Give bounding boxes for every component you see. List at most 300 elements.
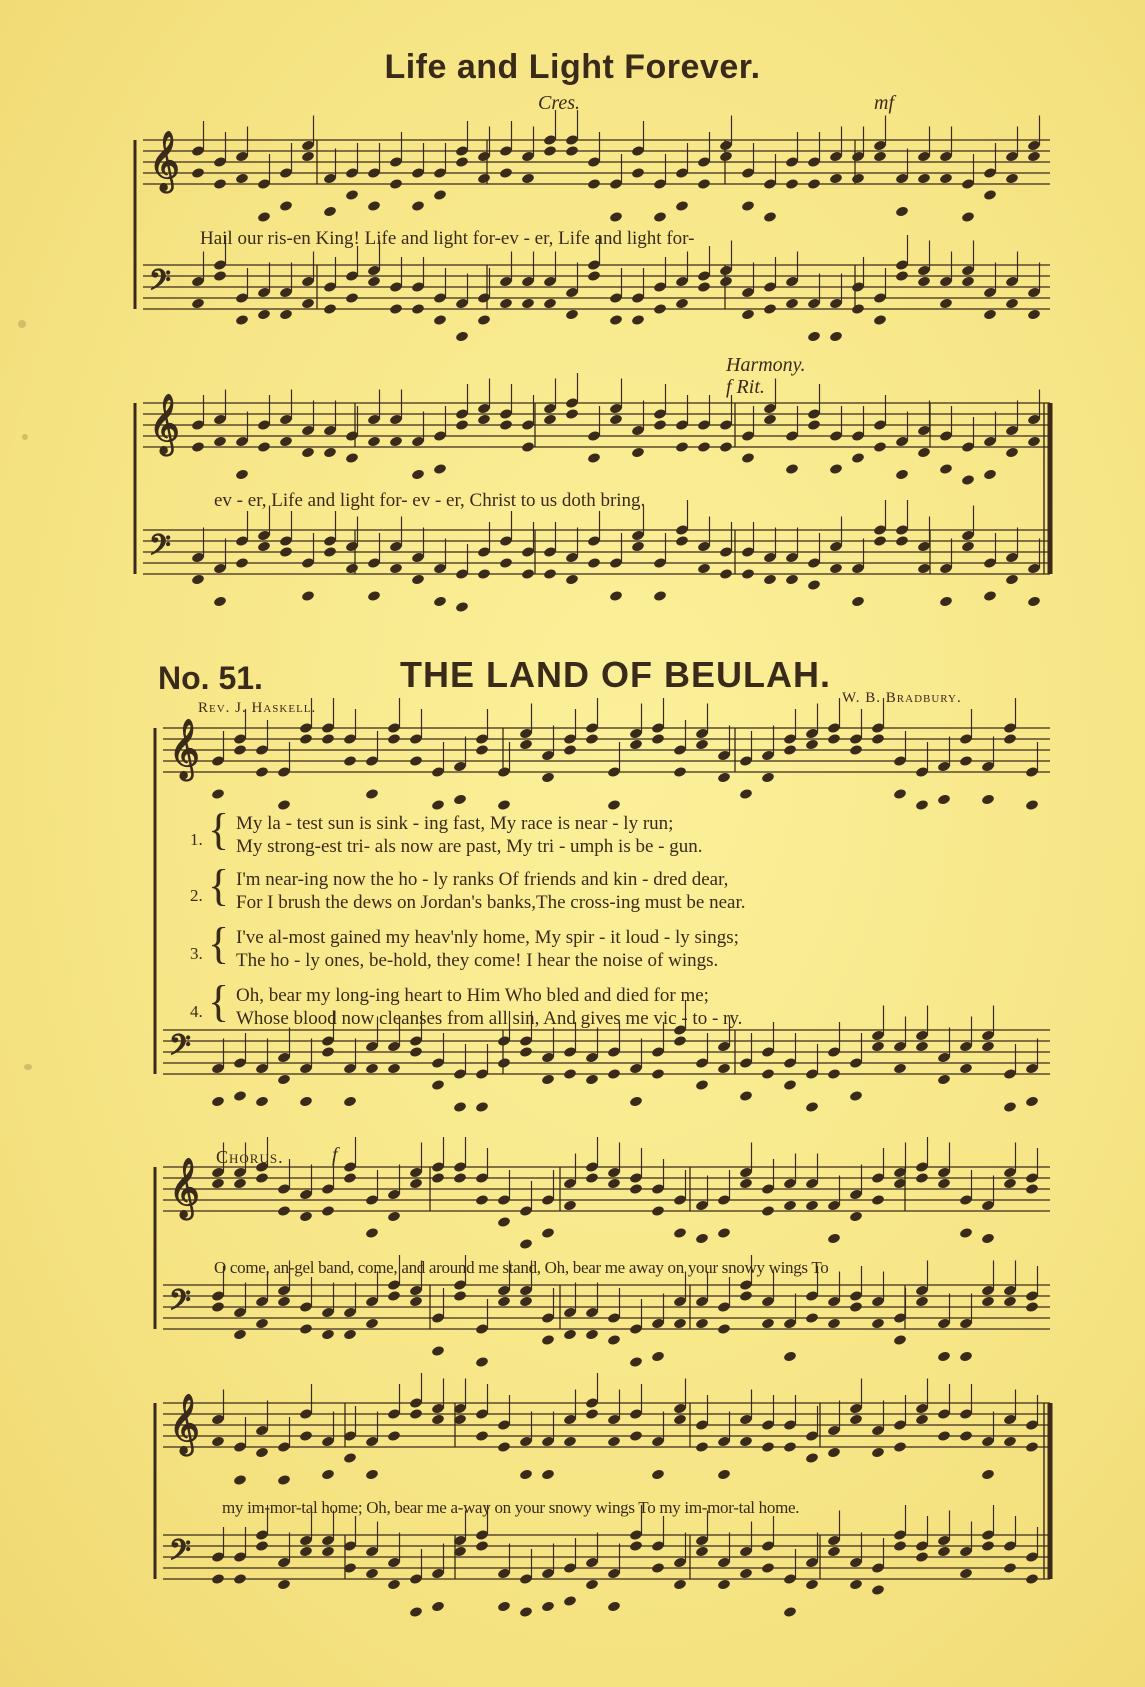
- notehead: [541, 1074, 555, 1086]
- notehead: [343, 1452, 357, 1464]
- notehead: [805, 1452, 819, 1464]
- notehead: [607, 799, 621, 811]
- notehead: [697, 441, 711, 453]
- notehead: [851, 303, 865, 315]
- notehead: [717, 772, 731, 784]
- notehead: [739, 1178, 753, 1190]
- notehead: [257, 211, 271, 223]
- notehead: [695, 1318, 709, 1330]
- bass-clef-icon: 𝄢: [169, 1284, 191, 1324]
- page-stain: [24, 1064, 32, 1070]
- notehead: [257, 441, 271, 453]
- notehead: [741, 568, 755, 580]
- notehead: [431, 1172, 445, 1184]
- hymn-1-lyrics-line-2: ev - er, Life and light for- ev - er, Christ to us doth bring.: [214, 490, 646, 511]
- notehead: [433, 463, 447, 475]
- notehead: [807, 419, 821, 431]
- notehead: [235, 557, 249, 569]
- notehead: [255, 1318, 269, 1330]
- notehead: [433, 189, 447, 201]
- notehead: [1025, 1441, 1039, 1453]
- notehead: [411, 469, 425, 481]
- notehead: [807, 579, 821, 591]
- notehead: [321, 1469, 335, 1481]
- notehead: [697, 281, 711, 293]
- notehead: [453, 1101, 467, 1113]
- notehead: [387, 1430, 401, 1442]
- notehead: [1005, 173, 1019, 185]
- notehead: [651, 1351, 665, 1363]
- notehead: [785, 463, 799, 475]
- notehead: [409, 755, 423, 767]
- notehead: [277, 1296, 291, 1308]
- notehead: [541, 772, 555, 784]
- notehead: [675, 200, 689, 212]
- notehead: [367, 436, 381, 448]
- notehead: [191, 298, 205, 310]
- notehead: [475, 1540, 489, 1552]
- notehead: [763, 303, 777, 315]
- notehead: [917, 563, 931, 575]
- notehead: [519, 1469, 533, 1481]
- notehead: [761, 1441, 775, 1453]
- notehead: [519, 1046, 533, 1058]
- notehead: [917, 276, 931, 288]
- notehead: [211, 1436, 225, 1448]
- notehead: [783, 1441, 797, 1453]
- dynamic-f-rit: f Rit.: [726, 376, 765, 398]
- notehead: [191, 574, 205, 586]
- notehead: [695, 1441, 709, 1453]
- chorus-label: Chorus.: [216, 1147, 284, 1167]
- notehead: [675, 441, 689, 453]
- verse-4-line-1: Oh, bear my long-ing heart to Him Who bled and died for me;: [236, 985, 709, 1006]
- notehead: [389, 436, 403, 448]
- notehead: [763, 414, 777, 426]
- treble-clef-icon: 𝄞: [149, 131, 180, 191]
- notehead: [761, 1562, 775, 1574]
- notehead: [431, 1345, 445, 1357]
- notehead: [497, 799, 511, 811]
- notehead: [893, 1334, 907, 1346]
- notehead: [785, 178, 799, 190]
- notehead: [741, 452, 755, 464]
- notehead: [739, 1290, 753, 1302]
- notehead: [1003, 1562, 1017, 1574]
- notehead: [585, 1408, 599, 1420]
- notehead: [915, 1172, 929, 1184]
- notehead: [915, 1414, 929, 1426]
- notehead: [961, 541, 975, 553]
- notehead: [497, 1057, 511, 1069]
- notehead: [211, 1096, 225, 1108]
- hymn-number: No. 51.: [158, 660, 263, 696]
- notehead: [629, 1096, 643, 1108]
- notehead: [541, 1227, 555, 1239]
- notehead: [585, 733, 599, 745]
- notehead: [563, 1436, 577, 1448]
- notehead: [607, 1068, 621, 1080]
- notehead: [499, 167, 513, 179]
- notehead: [849, 1211, 863, 1223]
- notehead: [299, 733, 313, 745]
- notehead: [609, 314, 623, 326]
- notehead: [695, 1233, 709, 1245]
- notehead: [365, 1318, 379, 1330]
- notehead: [851, 452, 865, 464]
- bass-clef-icon: 𝄢: [169, 1534, 191, 1574]
- notehead: [983, 469, 997, 481]
- notehead: [563, 744, 577, 756]
- notehead: [917, 447, 931, 459]
- notehead: [983, 189, 997, 201]
- hymn-2-title: THE LAND OF BEULAH.: [400, 654, 831, 695]
- notehead: [761, 1068, 775, 1080]
- notehead: [365, 1063, 379, 1075]
- notehead: [433, 314, 447, 326]
- notehead: [345, 563, 359, 575]
- notehead: [519, 739, 533, 751]
- notehead: [477, 314, 491, 326]
- notehead: [871, 1584, 885, 1596]
- chorus-lyrics-line-1: O come, an-gel band, come, and around me stand, Oh, bear me away on your snowy wings To: [214, 1258, 829, 1277]
- notehead: [849, 1301, 863, 1313]
- notehead: [279, 546, 293, 558]
- verse-brace: {: [208, 805, 230, 854]
- notehead: [1003, 1436, 1017, 1448]
- composer: W. B. Bradbury.: [842, 690, 962, 706]
- notehead: [631, 314, 645, 326]
- notehead: [543, 145, 557, 157]
- notehead: [1025, 1573, 1039, 1585]
- notehead: [783, 744, 797, 756]
- bass-clef-icon: 𝄢: [169, 1029, 191, 1069]
- notehead: [277, 1579, 291, 1591]
- notehead: [323, 206, 337, 218]
- notehead: [697, 563, 711, 575]
- notehead: [565, 309, 579, 321]
- notehead: [475, 1356, 489, 1368]
- treble-clef-icon: 𝄞: [169, 719, 200, 779]
- notehead: [871, 1041, 885, 1053]
- notehead: [629, 1430, 643, 1442]
- notehead: [675, 298, 689, 310]
- notehead: [255, 1172, 269, 1184]
- dynamic-cres: Cres.: [538, 92, 581, 114]
- page-stain: [22, 434, 28, 440]
- notehead: [563, 1329, 577, 1341]
- notehead: [719, 568, 733, 580]
- notehead: [1027, 436, 1041, 448]
- notehead: [323, 447, 337, 459]
- notehead: [475, 1430, 489, 1442]
- notehead: [565, 145, 579, 157]
- notehead: [981, 1469, 995, 1481]
- notehead: [959, 1351, 973, 1363]
- notehead: [717, 1227, 731, 1239]
- notehead: [873, 314, 887, 326]
- notehead: [629, 1540, 643, 1552]
- notehead: [741, 200, 755, 212]
- notehead: [499, 419, 513, 431]
- notehead: [893, 788, 907, 800]
- notehead: [499, 557, 513, 569]
- notehead: [323, 303, 337, 315]
- notehead: [299, 1211, 313, 1223]
- notehead: [981, 1233, 995, 1245]
- notehead: [763, 211, 777, 223]
- notehead: [277, 1074, 291, 1086]
- notehead: [411, 200, 425, 212]
- notehead: [895, 469, 909, 481]
- notehead: [411, 574, 425, 586]
- notehead: [893, 1441, 907, 1453]
- page-stain: [18, 320, 26, 328]
- notehead: [565, 408, 579, 420]
- notehead: [455, 156, 469, 168]
- verse-number: 3.: [190, 944, 203, 963]
- notehead: [873, 441, 887, 453]
- notehead: [895, 535, 909, 547]
- notehead: [409, 1296, 423, 1308]
- notehead: [851, 596, 865, 608]
- hymn-1-lyrics-line-1: Hail our ris-en King! Life and light for-ev - er, Life and light for-: [200, 228, 695, 249]
- notehead: [387, 1290, 401, 1302]
- notehead: [521, 173, 535, 185]
- notehead: [651, 1469, 665, 1481]
- notehead: [1003, 1178, 1017, 1190]
- notehead: [565, 574, 579, 586]
- notehead: [717, 1323, 731, 1335]
- notehead: [939, 298, 953, 310]
- notehead: [761, 1205, 775, 1217]
- notehead: [851, 173, 865, 185]
- notehead: [453, 1172, 467, 1184]
- notehead: [543, 414, 557, 426]
- notehead: [937, 794, 951, 806]
- notehead: [609, 414, 623, 426]
- notehead: [983, 309, 997, 321]
- notehead: [871, 733, 885, 745]
- notehead: [387, 1579, 401, 1591]
- notehead: [235, 469, 249, 481]
- notehead: [455, 419, 469, 431]
- notehead: [893, 1540, 907, 1552]
- notehead: [541, 1334, 555, 1346]
- treble-clef-icon: 𝄞: [169, 1158, 200, 1218]
- notehead: [431, 1079, 445, 1091]
- notehead: [343, 1096, 357, 1108]
- notehead: [959, 1568, 973, 1580]
- notehead: [959, 1063, 973, 1075]
- notehead: [937, 1074, 951, 1086]
- verse-2-line-1: I'm near-ing now the ho - ly ranks Of friends and kin - dred dear,: [236, 869, 729, 890]
- notehead: [871, 1194, 885, 1206]
- dynamic-harmony: Harmony.: [726, 354, 806, 376]
- notehead: [497, 1441, 511, 1453]
- notehead: [299, 1096, 313, 1108]
- notehead: [321, 733, 335, 745]
- notehead: [653, 590, 667, 602]
- notehead: [367, 276, 381, 288]
- notehead: [915, 1296, 929, 1308]
- notehead: [255, 1096, 269, 1108]
- notehead: [961, 276, 975, 288]
- notehead: [939, 173, 953, 185]
- notehead: [827, 1318, 841, 1330]
- verse-3-line-2: The ho - ly ones, be-hold, they come! I hear the noise of wings.: [236, 950, 719, 971]
- notehead: [543, 568, 557, 580]
- notehead: [499, 298, 513, 310]
- notehead: [915, 799, 929, 811]
- notehead: [785, 574, 799, 586]
- notehead: [563, 1068, 577, 1080]
- notehead: [213, 178, 227, 190]
- notehead: [829, 563, 843, 575]
- notehead: [895, 270, 909, 282]
- notehead: [697, 178, 711, 190]
- notehead: [673, 1579, 687, 1591]
- notehead: [299, 1546, 313, 1558]
- notehead: [607, 1178, 621, 1190]
- notehead: [345, 189, 359, 201]
- notehead: [1003, 1296, 1017, 1308]
- notehead: [937, 1178, 951, 1190]
- notehead: [343, 1329, 357, 1341]
- notehead: [937, 1546, 951, 1558]
- notehead: [541, 1469, 555, 1481]
- notehead: [233, 1329, 247, 1341]
- treble-clef-icon: 𝄞: [149, 394, 180, 454]
- notehead: [587, 557, 601, 569]
- notehead: [607, 1334, 621, 1346]
- verse-number: 2.: [190, 886, 203, 905]
- notehead: [631, 541, 645, 553]
- notehead: [937, 1430, 951, 1442]
- notehead: [653, 419, 667, 431]
- notehead: [1003, 733, 1017, 745]
- notehead: [453, 1290, 467, 1302]
- notehead: [409, 1178, 423, 1190]
- notehead: [959, 755, 973, 767]
- notehead: [477, 568, 491, 580]
- notehead: [1005, 574, 1019, 586]
- notehead: [673, 766, 687, 778]
- notehead: [431, 1414, 445, 1426]
- notehead: [563, 1200, 577, 1212]
- notehead: [497, 1296, 511, 1308]
- notehead: [235, 173, 249, 185]
- notehead: [191, 441, 205, 453]
- notehead: [233, 1474, 247, 1486]
- notehead: [895, 206, 909, 218]
- notehead: [455, 331, 469, 343]
- notehead: [959, 1430, 973, 1442]
- verse-number: 4.: [190, 1002, 203, 1021]
- notehead: [277, 1205, 291, 1217]
- notehead: [673, 1035, 687, 1047]
- notehead: [389, 178, 403, 190]
- notehead: [631, 167, 645, 179]
- notehead: [1005, 298, 1019, 310]
- notehead: [279, 200, 293, 212]
- notehead: [321, 1046, 335, 1058]
- notehead: [653, 303, 667, 315]
- notehead: [629, 1356, 643, 1368]
- notehead: [541, 1601, 555, 1613]
- notehead: [257, 541, 271, 553]
- notehead: [827, 1233, 841, 1245]
- notehead: [387, 733, 401, 745]
- notehead: [301, 151, 315, 163]
- notehead: [1027, 596, 1041, 608]
- notehead: [211, 1573, 225, 1585]
- notehead: [587, 270, 601, 282]
- notehead: [651, 733, 665, 745]
- notehead: [719, 276, 733, 288]
- notehead: [497, 1601, 511, 1613]
- notehead: [717, 1469, 731, 1481]
- notehead: [939, 463, 953, 475]
- notehead: [695, 1546, 709, 1558]
- notehead: [873, 535, 887, 547]
- notehead: [871, 1318, 885, 1330]
- notehead: [389, 303, 403, 315]
- notehead: [365, 1469, 379, 1481]
- notehead: [739, 1568, 753, 1580]
- notehead: [213, 270, 227, 282]
- bass-clef-icon: 𝄢: [149, 264, 171, 304]
- dynamic-mf: mf: [874, 92, 894, 114]
- notehead: [739, 788, 753, 800]
- notehead: [585, 1329, 599, 1341]
- notehead: [1027, 309, 1041, 321]
- notehead: [409, 1408, 423, 1420]
- notehead: [651, 1205, 665, 1217]
- notehead: [673, 1227, 687, 1239]
- notehead: [717, 1579, 731, 1591]
- notehead: [585, 1074, 599, 1086]
- notehead: [497, 1216, 511, 1228]
- notehead: [519, 1238, 533, 1250]
- notehead: [365, 1227, 379, 1239]
- notehead: [983, 590, 997, 602]
- notehead: [521, 298, 535, 310]
- notehead: [299, 1430, 313, 1442]
- notehead: [849, 1414, 863, 1426]
- notehead: [717, 1063, 731, 1075]
- notehead: [827, 1447, 841, 1459]
- notehead: [431, 1601, 445, 1613]
- notehead: [211, 788, 225, 800]
- notehead: [695, 739, 709, 751]
- verse-4-line-2: Whose blood now cleanses from all sin, And gives me vic - to - ry.: [236, 1008, 743, 1029]
- notehead: [345, 292, 359, 304]
- notehead: [321, 1329, 335, 1341]
- notehead: [783, 1079, 797, 1091]
- notehead: [805, 1200, 819, 1212]
- notehead: [805, 1579, 819, 1591]
- notehead: [365, 1568, 379, 1580]
- notehead: [543, 298, 557, 310]
- notehead: [871, 1447, 885, 1459]
- notehead: [255, 1447, 269, 1459]
- notehead: [695, 1079, 709, 1091]
- notehead: [651, 1562, 665, 1574]
- notehead: [477, 414, 491, 426]
- notehead: [761, 772, 775, 784]
- notehead: [783, 1606, 797, 1618]
